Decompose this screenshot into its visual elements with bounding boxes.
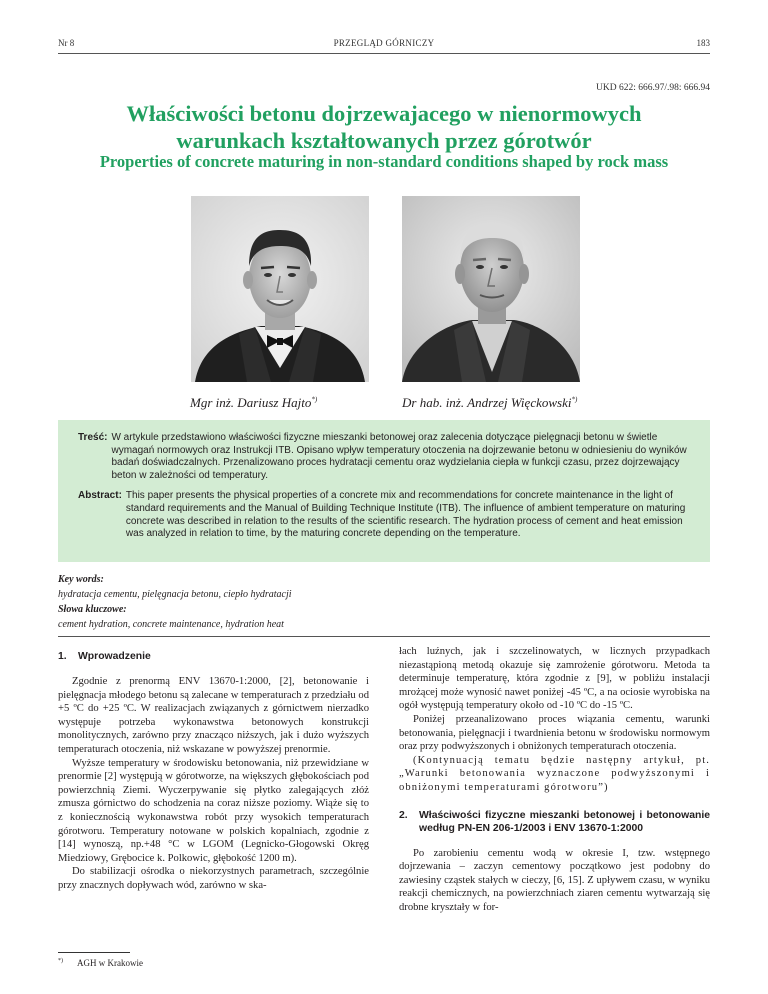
paragraph: Wyższe temperatury w środowisku betonowania, niż przewidziane w prenormie [2] występują w górotworze, na większych głębokościach pod powierzchnią Ziemi. Wyczerpywanie się płytko zalegających złóż zmusza górnictwo do schodzenia na coraz niższe poziomy. Wiąże się to z koniecznością wykonawstwa robót przy wysokich temperaturach górotworu. Temperatury notowane w polskich kopalniach, zgodnie z [14] wynoszą, np.+48 °C w LGOM (Legnicko-Głogowski Okręg Miedziowy, Grębocice k. Polkowic, głębokość 1200 m).: [58, 757, 369, 864]
abstract-polish-label: Treść:: [78, 432, 108, 443]
issue-number: Nr 8: [58, 38, 75, 48]
abstract-english: [78, 490, 690, 540]
header-rule: [58, 53, 710, 54]
page-number: 183: [696, 38, 710, 48]
paragraph: Po zarobieniu cementu wodą w okresie I, tzw. wstępnego dojrzewania – zaczyn cementowy początkowo jest podobny do zawiesiny cząstek stałych w cieczy, [6, 15]. Z upływem czasu, w wyniku reakcji chemicznych, na powierzchniach ziaren cementu wytwarzają się drobne kryształy w for-: [399, 847, 710, 913]
abstract-box: [58, 420, 710, 562]
keywords-text-1: hydratacja cementu, pielęgnacja betonu, ciepło hydratacji: [58, 589, 292, 600]
author-name-wieckowski: [402, 395, 577, 411]
paragraph: Do stabilizacji ośrodka o niekorzystnych parametrach, szczególnie przy znacznych dopływach wód, zarówno w ska-: [58, 866, 369, 891]
abstract-polish: [78, 432, 690, 482]
abstract-english-label: Abstract:: [78, 490, 122, 502]
author-2-name: Dr hab. inż. Andrzej Więckowski: [402, 395, 572, 410]
section-1-heading: [58, 650, 369, 663]
author-2-footnote-mark: *): [571, 395, 578, 404]
footnote-rule: [58, 952, 130, 953]
author-name-hajto: [190, 395, 317, 411]
abstract-english-text: This paper presents the physical properties of a concrete mix and recommendations for concrete maintenance in the light of standard requirements and the Manual of Building Technique Institute (ITB). The influence of ambient temperature on maturing concrete was described in relation to the results of the scientific research. The hydration process of cement and heat emission was analyzed in relation to time, by the maturing concrete depending on the temperature.: [125, 490, 686, 540]
keywords-text-2: cement hydration, concrete maintenance, hydration heat: [58, 619, 284, 630]
paragraph: Poniżej przeanalizowano proces wiązania cementu, warunki betonowania, pielęgnacji i twardnienia betonu w środowisku normowym oraz przy podwyższonych i obniżonych temperaturach otoczenia.: [399, 713, 710, 753]
author-1-footnote-mark: *): [311, 395, 318, 404]
paragraph: łach luźnych, jak i szczelinowatych, w licznych przypadkach niezastąpioną metodą okazuje się zamrożenie górotworu. Metoda ta determinuje temperaturę, która zgodnie z [9], w pobliżu instalacji mrożącej może wynosić nawet poniżej -45 ºC, a na ociosie wyrobiska na ogół występują temperatury około od -10 ºC do -15 ºC.: [399, 646, 710, 712]
title-polish-line-2: warunkach kształtowanych przez górotwór: [176, 128, 592, 153]
section-2-title: Właściwości fizyczne mieszanki betonowej i betonowanie według PN-EN 206-1/2003 i ENV 13670-1:2000: [419, 809, 710, 834]
body-column-left: [58, 650, 369, 893]
section-2-heading: [399, 809, 710, 835]
section-2-number: 2.: [399, 809, 408, 821]
keywords-label-pl: Słowa kluczowe:: [58, 604, 127, 615]
title-polish-line-1: Właściwości betonu dojrzewajacego w nienormowych: [126, 101, 642, 126]
keywords-block: [58, 572, 710, 632]
paragraph: Zgodnie z prenormą ENV 13670-1:2000, [2], betonowanie i pielęgnacja młodego betonu są zalecane w temperaturach z przedziału od +5 ºC do +25 ºC. W realizacjach związanych z górnictwem nierzadko występuje potrzeba wykonawstwa betonowych konstrukcji monolitycznych, zarówno przy znacząco niższych, jak i dużo wyższych temperaturach otoczenia, niż wskazane w powyższej prenormie.: [58, 676, 369, 755]
footnote: [58, 958, 143, 968]
author-photo-wieckowski: [402, 196, 580, 382]
footnote-mark: *): [58, 958, 63, 964]
paragraph: (Kontynuacją tematu będzie następny artykuł, pt. „Warunki betonowania wyznaczone podwyższonymi i obniżonymi temperaturami górotworu”): [399, 754, 710, 793]
keywords-rule: [58, 636, 710, 637]
body-column-right: [399, 645, 710, 915]
author-photo-hajto: [191, 196, 369, 382]
author-1-name: Mgr inż. Dariusz Hajto: [190, 395, 312, 410]
title-polish: [40, 100, 728, 154]
title-english: Properties of concrete maturing in non-standard conditions shaped by rock mass: [99, 152, 669, 171]
abstract-polish-text: W artykule przedstawiono właściwości fizyczne mieszanki betonowej oraz zalecenia dotyczące pielęgnacji betonu w świetle wymagań normowych oraz Instrukcji ITB. Opisano wpływ temperatury otoczenia na dojrzewanie betonu w odniesieniu do wyników badań doświadczalnych. Przenalizowano proces hydratacji cementu oraz wydzielania ciepła w funkcji czasu, przez dojrzewający beton w zależności od temperatury.: [111, 432, 687, 481]
running-header: [58, 38, 710, 50]
ukd-code: UKD 622: 666.97/.98: 666.94: [596, 83, 710, 93]
keywords-label-en: Key words:: [58, 574, 104, 585]
section-1-title: Wprowadzenie: [78, 651, 151, 662]
footnote-text: AGH w Krakowie: [77, 958, 143, 968]
journal-name: PRZEGLĄD GÓRNICZY: [333, 38, 435, 48]
section-1-number: 1.: [58, 651, 67, 662]
